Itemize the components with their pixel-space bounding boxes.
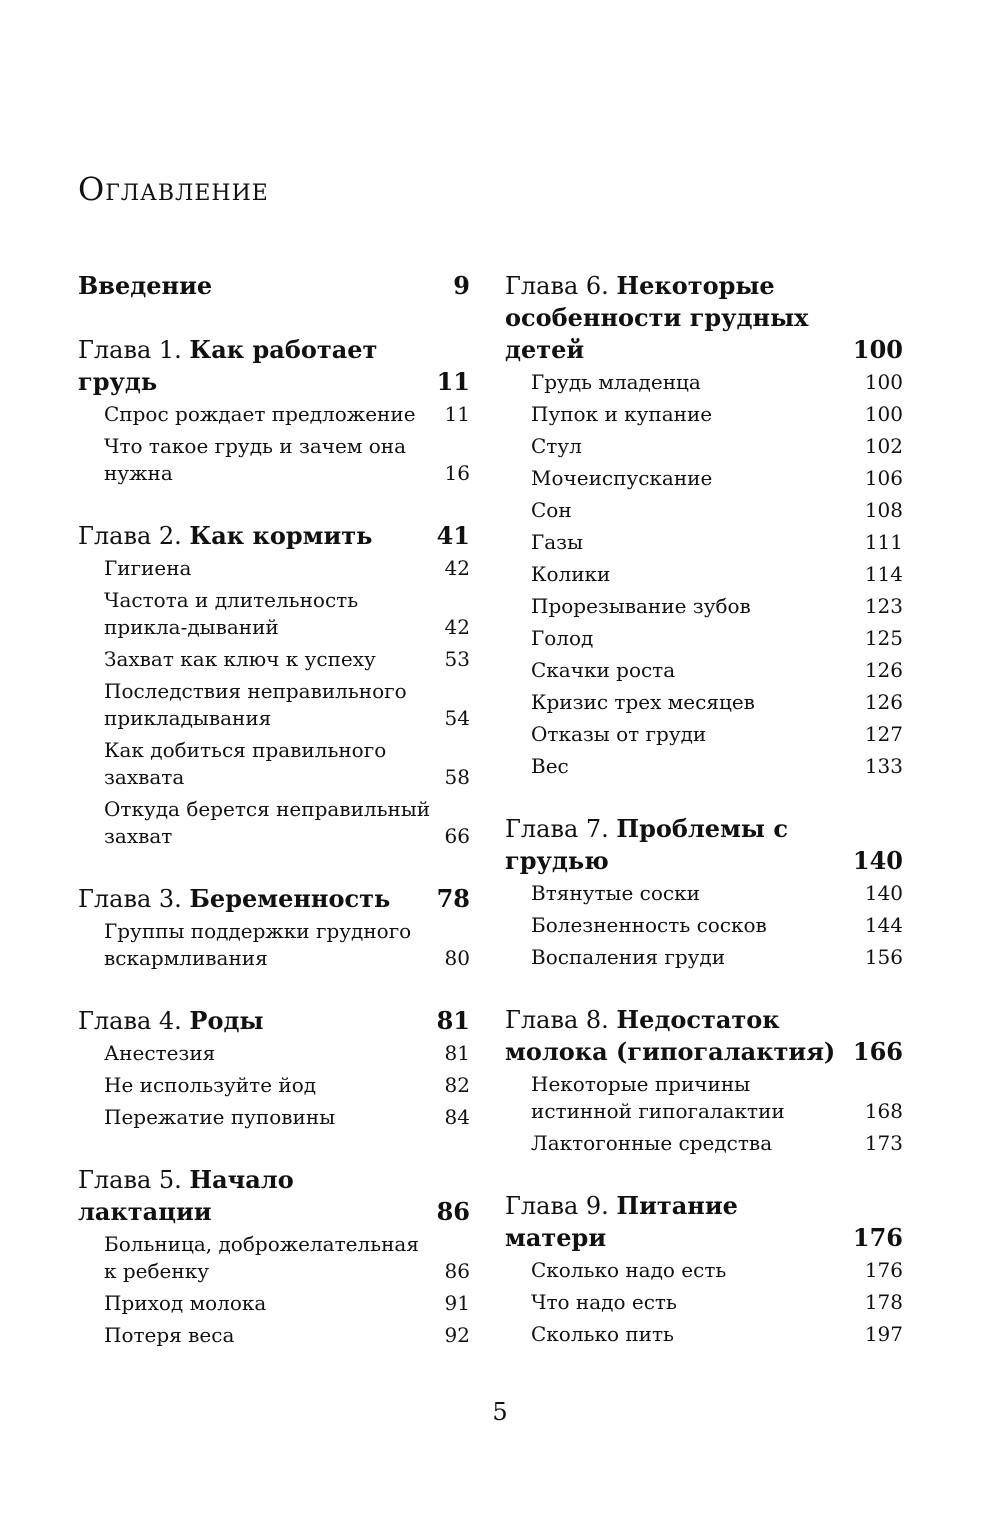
item-page: 111 <box>864 530 903 554</box>
toc-item[interactable] <box>531 1071 903 1125</box>
chapter-prefix: Глава 5. <box>78 1166 190 1194</box>
toc-item[interactable] <box>531 497 903 524</box>
item-page: 86 <box>444 1259 470 1283</box>
toc-item[interactable] <box>104 678 470 732</box>
chapter-page: 41 <box>436 521 470 550</box>
item-title: Захват как ключ к успеху <box>104 647 376 671</box>
item-title: Сколько надо есть <box>531 1258 727 1282</box>
toc-item[interactable] <box>531 1321 903 1348</box>
item-title: Последствия неправильного прикладывания <box>104 679 407 730</box>
item-title: Некоторые причины истинной гипогалактии <box>531 1072 785 1123</box>
chapter-page: 140 <box>852 846 903 875</box>
item-title: Воспаления груди <box>531 945 726 969</box>
toc-introduction[interactable] <box>78 270 470 302</box>
toc-chapter-8[interactable] <box>505 1004 903 1068</box>
item-page: 140 <box>864 881 903 905</box>
item-title: Вес <box>531 754 569 778</box>
item-page: 53 <box>444 647 470 671</box>
item-page: 84 <box>444 1105 470 1129</box>
toc-item[interactable] <box>531 625 903 652</box>
toc-item[interactable] <box>104 555 470 582</box>
item-page: 106 <box>864 466 903 490</box>
toc-chapter-6[interactable] <box>505 270 903 366</box>
toc-item[interactable] <box>104 433 470 487</box>
item-title: Анестезия <box>104 1041 216 1065</box>
chapter-title: Введение <box>78 271 213 300</box>
toc-item[interactable] <box>531 529 903 556</box>
chapter-title: Беременность <box>189 884 391 913</box>
chapter-prefix: Глава 6. <box>505 272 617 300</box>
item-page: 80 <box>444 946 470 970</box>
chapter-title: Как кормить <box>189 521 373 550</box>
toc-item[interactable] <box>104 737 470 791</box>
item-title: Грудь младенца <box>531 370 701 394</box>
item-title: Отказы от груди <box>531 722 707 746</box>
chapter-prefix: Глава 9. <box>505 1192 617 1220</box>
toc-item[interactable] <box>531 721 903 748</box>
toc-item[interactable] <box>531 689 903 716</box>
chapter-page: 166 <box>852 1037 903 1066</box>
item-page: 58 <box>444 765 470 789</box>
item-page: 54 <box>444 706 470 730</box>
item-page: 91 <box>444 1291 470 1315</box>
item-page: 114 <box>864 562 903 586</box>
toc-item[interactable] <box>531 561 903 588</box>
item-page: 127 <box>864 722 903 746</box>
toc-item[interactable] <box>104 1040 470 1067</box>
item-page: 16 <box>444 461 470 485</box>
item-page: 81 <box>444 1041 470 1065</box>
item-page: 108 <box>864 498 903 522</box>
item-page: 144 <box>864 913 903 937</box>
toc-item[interactable] <box>531 1130 903 1157</box>
toc-left-column <box>78 270 470 1354</box>
toc-item[interactable] <box>531 1257 903 1284</box>
item-title: Скачки роста <box>531 658 676 682</box>
toc-item[interactable] <box>531 1289 903 1316</box>
item-title: Мочеиспускание <box>531 466 713 490</box>
toc-item[interactable] <box>104 1072 470 1099</box>
toc-item[interactable] <box>531 465 903 492</box>
chapter-title: Недостаток молока (гипогалактия) <box>505 1005 836 1066</box>
item-page: 156 <box>864 945 903 969</box>
chapter-page: 86 <box>436 1197 470 1226</box>
item-title: Не используйте йод <box>104 1073 317 1097</box>
toc-item[interactable] <box>531 880 903 907</box>
item-title: Спрос рождает предложение <box>104 402 416 426</box>
item-title: Голод <box>531 626 594 650</box>
chapter-title: Некоторые особенности грудных детей <box>505 271 809 364</box>
toc-item[interactable] <box>104 646 470 673</box>
item-page: 42 <box>444 556 470 580</box>
chapter-page: 78 <box>436 884 470 913</box>
chapter-prefix: Глава 2. <box>78 522 190 550</box>
item-title: Приход молока <box>104 1291 267 1315</box>
item-title: Частота и длительность прикла-дываний <box>104 588 359 639</box>
item-page: 102 <box>864 434 903 458</box>
chapter-title: Роды <box>189 1006 264 1035</box>
item-title: Лактогонные средства <box>531 1131 773 1155</box>
chapter-page: 176 <box>852 1223 903 1252</box>
toc-item[interactable] <box>531 657 903 684</box>
toc-item[interactable] <box>531 912 903 939</box>
toc-item[interactable] <box>104 1322 470 1349</box>
chapter-title: Питание матери <box>505 1191 738 1252</box>
item-title: Втянутые соски <box>531 881 700 905</box>
item-title: Пережатие пуповины <box>104 1105 336 1129</box>
item-title: Стул <box>531 434 582 458</box>
toc-chapter-4[interactable] <box>78 1005 470 1037</box>
item-title: Сколько пить <box>531 1322 674 1346</box>
toc-item[interactable] <box>531 369 903 396</box>
chapter-prefix: Глава 7. <box>505 815 617 843</box>
toc-item[interactable] <box>104 918 470 972</box>
toc-item[interactable] <box>104 1231 470 1285</box>
toc-item[interactable] <box>104 1104 470 1131</box>
toc-item[interactable] <box>104 796 470 850</box>
item-page: 42 <box>444 615 470 639</box>
toc-chapter-2[interactable] <box>78 520 470 552</box>
item-page: 100 <box>864 370 903 394</box>
item-page: 178 <box>864 1290 903 1314</box>
item-title: Откуда берется неправильный захват <box>104 797 431 848</box>
item-page: 126 <box>864 690 903 714</box>
item-title: Группы поддержки грудного вскармливания <box>104 919 412 970</box>
toc-chapter-5[interactable] <box>78 1164 470 1228</box>
item-page: 11 <box>444 402 470 426</box>
chapter-prefix: Глава 3. <box>78 885 190 913</box>
item-page: 133 <box>864 754 903 778</box>
item-page: 168 <box>864 1099 903 1123</box>
chapter-page: 9 <box>453 271 470 300</box>
item-title: Болезненность сосков <box>531 913 767 937</box>
toc-chapter-9[interactable] <box>505 1190 903 1254</box>
toc-item[interactable] <box>531 401 903 428</box>
chapter-title: Начало лактации <box>78 1165 294 1226</box>
item-title: Больница, доброжелательная к ребенку <box>104 1232 419 1283</box>
toc-chapter-3[interactable] <box>78 883 470 915</box>
item-page: 123 <box>864 594 903 618</box>
item-page: 176 <box>864 1258 903 1282</box>
toc-item[interactable] <box>104 587 470 641</box>
toc-right-column <box>505 270 903 1353</box>
item-page: 125 <box>864 626 903 650</box>
toc-item[interactable] <box>531 944 903 971</box>
chapter-page: 100 <box>852 335 903 364</box>
toc-item[interactable] <box>104 401 470 428</box>
chapter-prefix: Глава 4. <box>78 1007 190 1035</box>
toc-item[interactable] <box>531 753 903 780</box>
item-page: 126 <box>864 658 903 682</box>
item-title: Гигиена <box>104 556 192 580</box>
chapter-prefix: Глава 1. <box>78 336 190 364</box>
toc-item[interactable] <box>531 593 903 620</box>
item-title: Прорезывание зубов <box>531 594 751 618</box>
toc-item[interactable] <box>531 433 903 460</box>
item-page: 100 <box>864 402 903 426</box>
item-title: Пупок и купание <box>531 402 713 426</box>
item-title: Что такое грудь и зачем она нужна <box>104 434 407 485</box>
chapter-page: 81 <box>436 1006 470 1035</box>
item-title: Колики <box>531 562 611 586</box>
item-title: Кризис трех месяцев <box>531 690 755 714</box>
item-title: Сон <box>531 498 572 522</box>
page-number: 5 <box>492 1398 508 1426</box>
item-title: Потеря веса <box>104 1323 235 1347</box>
item-page: 92 <box>444 1323 470 1347</box>
item-title: Как добиться правильного захвата <box>104 738 387 789</box>
item-page: 66 <box>444 824 470 848</box>
chapter-title: Как работает грудь <box>78 335 378 396</box>
item-page: 173 <box>864 1131 903 1155</box>
item-title: Что надо есть <box>531 1290 677 1314</box>
toc-item[interactable] <box>104 1290 470 1317</box>
chapter-prefix: Глава 8. <box>505 1006 617 1034</box>
item-page: 82 <box>444 1073 470 1097</box>
chapter-page: 11 <box>436 367 470 396</box>
item-title: Газы <box>531 530 583 554</box>
chapter-title: Проблемы с грудью <box>505 814 788 875</box>
toc-chapter-1[interactable] <box>78 334 470 398</box>
item-page: 197 <box>864 1322 903 1346</box>
toc-chapter-7[interactable] <box>505 813 903 877</box>
page-title: Оглавление <box>78 170 269 208</box>
